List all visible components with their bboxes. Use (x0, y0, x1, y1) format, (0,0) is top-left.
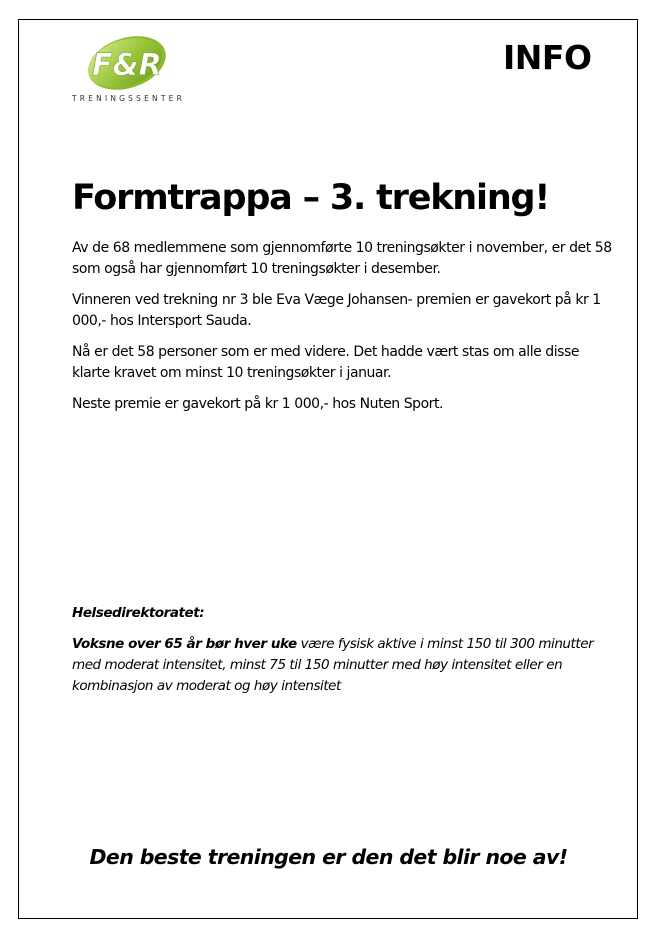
paragraph: Av de 68 medlemmene som gjennomførte 10 treningsøkter i november, er det 58 som også har gjennomført 10 treningsøkter i desember. (72, 240, 612, 277)
logo-subtitle: TRENINGSSENTER (72, 94, 185, 103)
paragraph: Nå er det 58 personer som er med videre. Det hadde vært stas om alle disse klarte kravet om minst 10 treningsøkter i januar. (72, 344, 580, 381)
health-text: være fysisk aktive i minst 150 til 300 minutter med moderat intensitet, minst 75 til 150 minutter med høy intensitet eller en kombinasjon av moderat og høy intensitet (72, 636, 594, 694)
paragraph: Vinneren ved trekning nr 3 ble Eva Væge Johansen- premien er gavekort på kr 1 000,- hos Intersport Sauda. (72, 292, 601, 329)
slogan: Den beste treningen er den det blir noe av! (89, 845, 568, 869)
health-bold-lead: Voksne over 65 år bør hver uke (72, 636, 297, 652)
info-label: INFO (503, 38, 592, 77)
health-section (72, 603, 617, 707)
body-text (72, 238, 617, 425)
health-heading: Helsedirektoratet: (72, 605, 205, 621)
logo-text: F&R (92, 48, 162, 83)
page-title: Formtrappa – 3. trekning! (72, 178, 550, 218)
paragraph: Neste premie er gavekort på kr 1 000,- hos Nuten Sport. (72, 396, 444, 412)
page-border (18, 19, 638, 919)
